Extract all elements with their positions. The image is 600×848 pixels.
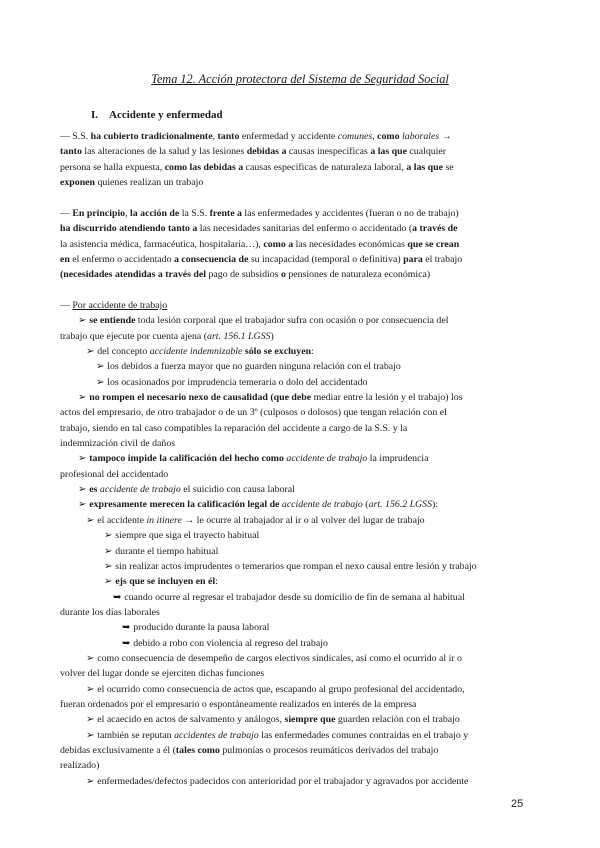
text-run: pago de subsidios xyxy=(206,269,281,281)
text-line xyxy=(60,160,538,175)
text-run: debidas a xyxy=(246,146,287,158)
text-run: volver del lugar donde se ejerciten dichas funciones xyxy=(60,668,265,680)
text-run: no rompen el necesario nexo de causalidad (que debe xyxy=(89,392,312,404)
text-run: la imprudencia xyxy=(367,453,429,465)
text-run: que se crean xyxy=(407,238,460,250)
text-line xyxy=(60,252,538,267)
curved-arrow-bullet-icon: ➥ xyxy=(113,591,122,603)
text-run: accidentes de trabajo xyxy=(174,729,259,741)
text-line xyxy=(60,421,538,436)
text-run: su incapacidad (temporal o definitiva) xyxy=(248,254,404,266)
text-run: los debidos a fuerza mayor que no guarden ninguna relación con el trabajo xyxy=(107,361,401,373)
text-run: → le ocurre al trabajador al ir o al volver del lugar de trabajo xyxy=(181,514,425,526)
text-line xyxy=(60,574,538,589)
text-run: enfermedad y accidente xyxy=(239,131,338,142)
arrowhead-bullet-icon: ➢ xyxy=(86,514,95,526)
text-run: siempre que siga el trayecto habitual xyxy=(115,530,260,542)
text-line xyxy=(60,344,538,359)
text-run: accidente de trabajo xyxy=(99,484,181,496)
curved-arrow-bullet-icon: ➥ xyxy=(122,637,131,649)
text-line xyxy=(60,743,538,758)
text-run: el ocurrido como consecuencia de actos que, escapando al grupo profesional del accidentado, xyxy=(97,683,465,695)
text-run: a las que xyxy=(370,146,407,158)
text-line xyxy=(60,666,538,681)
text-run: accidente de trabajo xyxy=(281,499,363,511)
text-run: las enfermedades y accidentes (fueran o no de trabajo) xyxy=(241,208,459,219)
text-line xyxy=(60,482,538,497)
text-run: ha cubierto tradicionalmente xyxy=(90,131,213,142)
text-run: durante los días laborales xyxy=(60,606,160,618)
text-run: laborales xyxy=(402,131,440,142)
text-line xyxy=(60,528,538,543)
text-run: accidente de trabajo xyxy=(286,453,368,465)
text-run: a las que xyxy=(406,161,443,173)
text-line xyxy=(60,559,538,574)
section-accidente-de-trabajo xyxy=(60,298,538,789)
arrowhead-bullet-icon: ➢ xyxy=(104,576,113,588)
text-run: siempre que xyxy=(284,714,336,726)
text-run: durante el tiempo habitual xyxy=(115,545,219,557)
text-line xyxy=(60,467,538,482)
text-run: in itinere xyxy=(146,514,182,526)
text-run: como xyxy=(377,131,400,142)
text-run: causas inespecíficas xyxy=(286,146,371,158)
section-heading xyxy=(91,108,223,123)
page-title: Tema 12. Acción protectora del Sistema de Seguridad Social xyxy=(151,72,449,86)
text-run: cuando ocurre al regresar el trabajador desde su domicilio de fin de semana al habitual xyxy=(124,591,465,603)
text-run: — xyxy=(60,208,73,219)
text-line xyxy=(60,682,538,697)
text-run: art. 156.1 LGSS xyxy=(207,330,271,342)
text-run: las alteraciones de la salud y las lesiones xyxy=(81,146,247,158)
text-line xyxy=(60,298,538,313)
text-run: para xyxy=(403,254,423,266)
text-run: se entiende xyxy=(89,315,136,327)
text-run: tanto xyxy=(217,131,240,142)
paragraph-principle xyxy=(60,206,538,283)
arrowhead-bullet-icon: ➢ xyxy=(86,652,95,664)
text-run: el enfermo o accidentado xyxy=(69,254,174,266)
arrowhead-bullet-icon: ➢ xyxy=(104,530,113,542)
text-line xyxy=(60,513,538,528)
arrowhead-bullet-icon: ➢ xyxy=(78,392,87,404)
text-line xyxy=(60,436,538,451)
text-run: tales como xyxy=(175,744,220,756)
arrowhead-bullet-icon: ➢ xyxy=(86,683,95,695)
text-run: pensiones de naturaleza económica) xyxy=(285,269,431,281)
text-run: como a xyxy=(263,238,294,250)
text-run: ejs que se incluyen en él xyxy=(115,576,216,588)
text-run: como consecuencia de desempeño de cargos electivos sindicales, así como el ocurrido al ir o xyxy=(97,652,462,664)
text-run: debido a robo con violencia al regreso del trabajo xyxy=(133,637,328,649)
arrowhead-bullet-icon: ➢ xyxy=(86,714,95,726)
text-run: es xyxy=(89,484,98,496)
text-line xyxy=(60,329,538,344)
text-run: toda lesión corporal que el trabajador sufra con ocasión o por consecuencia del xyxy=(135,315,449,327)
text-line xyxy=(60,267,538,282)
text-line xyxy=(60,375,538,390)
text-run: el suicidio con causa laboral xyxy=(180,484,295,496)
section-number: I. xyxy=(91,109,99,121)
text-run: las necesidades sanitarias del enfermo o accidentado ( xyxy=(197,223,413,235)
arrowhead-bullet-icon: ➢ xyxy=(104,560,113,572)
text-run: accidente indemnizable xyxy=(149,346,243,358)
text-run: — S.S. xyxy=(60,131,91,142)
text-line xyxy=(60,359,538,374)
text-line xyxy=(60,144,538,159)
text-run: → xyxy=(439,131,452,142)
text-line xyxy=(60,620,538,635)
text-line xyxy=(60,712,538,727)
text-line xyxy=(60,774,538,789)
text-run: o xyxy=(280,269,286,281)
text-run: En principio xyxy=(72,208,126,219)
text-run: guarden relación con el trabajo xyxy=(335,714,460,726)
text-run: pulmonías o procesos reumáticos derivados del trabajo xyxy=(219,744,439,756)
text-line xyxy=(60,221,538,236)
text-run: exponen xyxy=(60,177,96,189)
arrowhead-bullet-icon: ➢ xyxy=(104,545,113,557)
text-run: la acción de xyxy=(130,208,180,219)
text-line xyxy=(60,237,538,252)
arrowhead-bullet-icon: ➢ xyxy=(86,775,95,787)
text-line xyxy=(60,728,538,743)
text-run: ( xyxy=(362,499,369,511)
text-run: frente a xyxy=(209,208,242,219)
text-run: ) xyxy=(270,330,274,342)
text-line xyxy=(60,497,538,512)
text-line xyxy=(60,544,538,559)
text-run: tampoco impide la calificación del hecho como xyxy=(89,453,284,465)
text-run: la asistencia médica, farmacéutica, hospitalaria…), xyxy=(60,238,264,250)
text-run: a través de xyxy=(412,223,458,235)
text-run: se xyxy=(443,161,454,173)
text-line xyxy=(60,451,538,466)
text-run: cualquier xyxy=(406,146,447,158)
text-run: ): xyxy=(432,499,439,511)
arrowhead-bullet-icon: ➢ xyxy=(78,484,87,496)
text-run: comunes xyxy=(337,131,373,142)
text-run: como las debidas a xyxy=(164,161,244,173)
text-run: (necesidades atendidas a través del xyxy=(60,269,207,281)
text-run: profesional del accidentado xyxy=(60,468,169,480)
arrowhead-bullet-icon: ➢ xyxy=(86,729,95,741)
text-run: trabajo, siendo en tal caso compatibles la reparación del accidente a cargo de la S.S. y la xyxy=(60,422,408,434)
page-number: 25 xyxy=(511,798,524,810)
text-run: , xyxy=(125,208,131,219)
text-run: Por accidente de trabajo xyxy=(72,300,168,311)
text-line xyxy=(60,697,538,712)
text-line xyxy=(60,129,538,144)
text-run: indemnización civil de daños xyxy=(60,438,176,450)
text-run: quienes realizan un trabajo xyxy=(95,177,204,189)
arrowhead-bullet-icon: ➢ xyxy=(86,346,95,358)
text-line xyxy=(60,390,538,405)
arrowhead-bullet-icon: ➢ xyxy=(78,499,87,511)
text-line xyxy=(60,175,538,190)
text-run: debidas exclusivamente a él ( xyxy=(60,744,176,756)
text-line xyxy=(60,651,538,666)
text-run: el trabajo xyxy=(422,254,463,266)
section-heading-text: Accidente y enfermedad xyxy=(109,109,223,121)
text-run: — xyxy=(60,300,73,311)
text-run: , xyxy=(372,131,378,142)
text-run: mediar entre la lesión y el trabajo) los xyxy=(311,392,463,404)
arrowhead-bullet-icon: ➢ xyxy=(96,376,105,388)
text-run: a consecuencia de xyxy=(173,254,249,266)
text-run: enfermedades/defectos padecidos con anterioridad por el trabajador y agravados por accidente xyxy=(97,775,469,787)
text-run: : xyxy=(215,576,218,588)
text-run: del concepto xyxy=(97,346,150,358)
text-line xyxy=(60,605,538,620)
text-run: ha discurrido atendiendo tanto a xyxy=(60,223,198,235)
text-run: producido durante la pausa laboral xyxy=(133,622,270,634)
text-line xyxy=(60,405,538,420)
text-run: trabajo que ejecute por cuenta ajena ( xyxy=(60,330,208,342)
text-run: : xyxy=(311,346,314,358)
text-run: realizado) xyxy=(60,760,100,772)
text-run: sin realizar actos imprudentes o temerarios que rompan el nexo causal entre lesión y trabajo xyxy=(115,560,477,572)
text-run: actos del empresario, de otro trabajador o de un 3º (culposos o dolosos) que tengan relación con el xyxy=(60,407,447,419)
curved-arrow-bullet-icon: ➥ xyxy=(122,622,131,634)
text-run: causas específicas de naturaleza laboral, xyxy=(243,161,407,173)
text-line xyxy=(60,758,538,773)
text-run: art. 156.2 LGSS xyxy=(368,499,433,511)
text-run: persona se halla expuesta, xyxy=(60,161,165,173)
text-run: expresamente merecen la calificación legal de xyxy=(89,499,280,511)
text-run: los ocasionados por imprudencia temeraria o dolo del accidentado xyxy=(107,376,368,388)
text-run: el acaecido en actos de salvamento y análogos, xyxy=(97,714,285,726)
text-run: las enfermedades comunes contraídas en el trabajo y xyxy=(258,729,469,741)
text-run: también se reputan xyxy=(97,729,175,741)
text-run: fueran ordenados por el empresario o espontáneamente realizados en interés de la empresa xyxy=(60,698,417,710)
text-run: sólo se excluyen xyxy=(244,346,312,358)
text-run: en xyxy=(60,254,70,266)
text-line xyxy=(60,206,538,221)
text-line xyxy=(60,313,538,328)
text-run: , xyxy=(212,131,218,142)
arrowhead-bullet-icon: ➢ xyxy=(78,453,87,465)
arrowhead-bullet-icon: ➢ xyxy=(78,315,87,327)
text-line xyxy=(60,636,538,651)
arrowhead-bullet-icon: ➢ xyxy=(96,361,105,373)
text-line xyxy=(60,590,538,605)
text-run: la S.S. xyxy=(179,208,210,219)
text-run: tanto xyxy=(60,146,82,158)
paragraph-coverage xyxy=(60,129,538,190)
text-run: las necesidades económicas xyxy=(293,238,408,250)
text-run: el accidente xyxy=(97,514,147,526)
